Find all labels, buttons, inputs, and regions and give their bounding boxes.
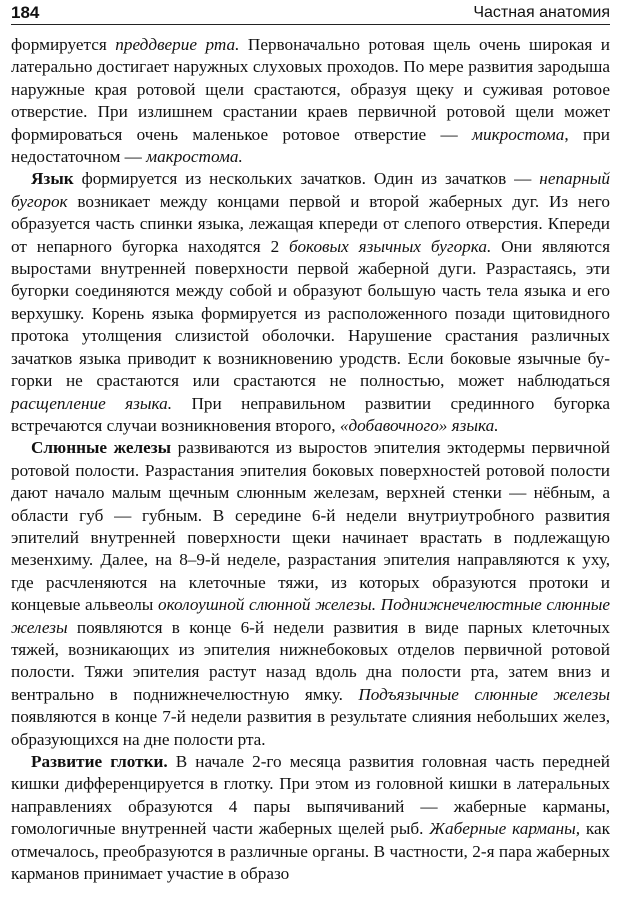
- paragraph: [11, 751, 610, 885]
- text-run: развиваются из выростов эпителия эктодермы первичной ротовой полости. Разрастания эпителия боковых поверхностей ротовой полости дают начало малым щечным слюнным железам, верхней стенки — нёбным, а области губ — губным. В середине 6-й недели внутриутробного развития эпителий внутренней поверхности щеки начинает врастать в подлежащую мезенхиму. Далее, на 8–9-й неделе, разрастания эпителия направляются к уху, где расчленяются на клеточные тяжи, из которых образуются протоки и концевые альвеолы: [11, 438, 611, 615]
- paragraph: [11, 34, 610, 168]
- italic-term: «добавочного» языка.: [339, 415, 499, 435]
- italic-term: непарный бугорок: [11, 169, 610, 211]
- italic-term: преддверие рта.: [115, 35, 240, 54]
- bold-term: Язык: [31, 169, 74, 189]
- text-run: как отмечалось, преобразуются в различные органы. В частности, 2-я пара жаберных карманов принимает участие в образо: [11, 819, 610, 884]
- bold-term: Развитие глотки.: [31, 752, 168, 771]
- text-run: Они являются выростами внутренней поверхности первой жаберной дуги. Разрастаясь, эти бугорки соединяются между собой и образуют большую часть тела языка и его верхушку. Корень языка формируется из расположенного позади щитовидного протока утолщения слизистой оболочки. Нарушение срастания различных зачатков языка приводит к возникновению уродств. Если боковые язычные бугорки не срастаются или срастаются не полностью, может наблюдаться: [11, 236, 610, 391]
- page-number: 184: [11, 3, 40, 22]
- page-header: [11, 0, 610, 25]
- italic-term: Подъязычные слюнные железы: [358, 684, 610, 704]
- italic-term: макростома.: [146, 147, 243, 167]
- text-run: , при недостаточном —: [11, 124, 611, 167]
- text-run: Первоначально ротовая щель очень широкая и латерально достигает наружных слуховых проходов. По мере развития зародыша наружные края ротовой щели срастаются, образуя щеку и суживая ротовое отверстие. При излишнем срастании краев первичной ротовой щели может формироваться очень маленькое ротовое отверстие —: [11, 35, 611, 144]
- text-run: В начале 2-го месяца развития головная часть передней кишки дифференцируется в глотку. При этом из головной кишки в латеральных направлениях образуются 4 пары выпячиваний — жаберные карманы, гомологичные внутренней части жаберных щелей рыб.: [11, 752, 610, 839]
- paragraph: [11, 437, 610, 751]
- italic-term: микростома: [472, 124, 565, 144]
- paragraph: [11, 168, 610, 437]
- running-title: Частная анатомия: [473, 4, 610, 21]
- text-run: появляются в конце 7-й недели развития в результате слияния небольших желез, образующихся на дне полости рта.: [11, 707, 610, 749]
- body-text: [11, 34, 610, 885]
- bold-term: Слюнные железы: [31, 438, 172, 458]
- italic-term: расщепление языка.: [11, 393, 173, 413]
- text-run: формируется из нескольких зачатков. Один из зачатков —: [73, 169, 540, 189]
- italic-term: околоушной слюнной железы. Поднижнечелюстные слюнные железы: [11, 595, 610, 637]
- text-run: формируется: [11, 35, 116, 54]
- italic-term: Жаберные карманы,: [429, 819, 581, 839]
- text-run: возникает между концами первой и второй жаберных дуг. Из него образуется часть спинки языка, лежащая кпереди от слепого отверстия. Кпереди от непарного бугорка находятся 2: [11, 191, 610, 256]
- text-run: При неправильном развитии срединного бугорка встречаются случаи возникновения второго,: [11, 393, 610, 435]
- italic-term: боковых язычных бугорка.: [289, 236, 492, 256]
- text-run: появляются в конце 6-й недели развития в виде парных клеточных тяжей, возникающих из эпителия нижнебоковых отделов первичной ротовой полости. Тяжи эпителия растут назад вдоль дна полости рта, затем вниз и вентрально в поднижнечелюстную ямку.: [11, 617, 610, 704]
